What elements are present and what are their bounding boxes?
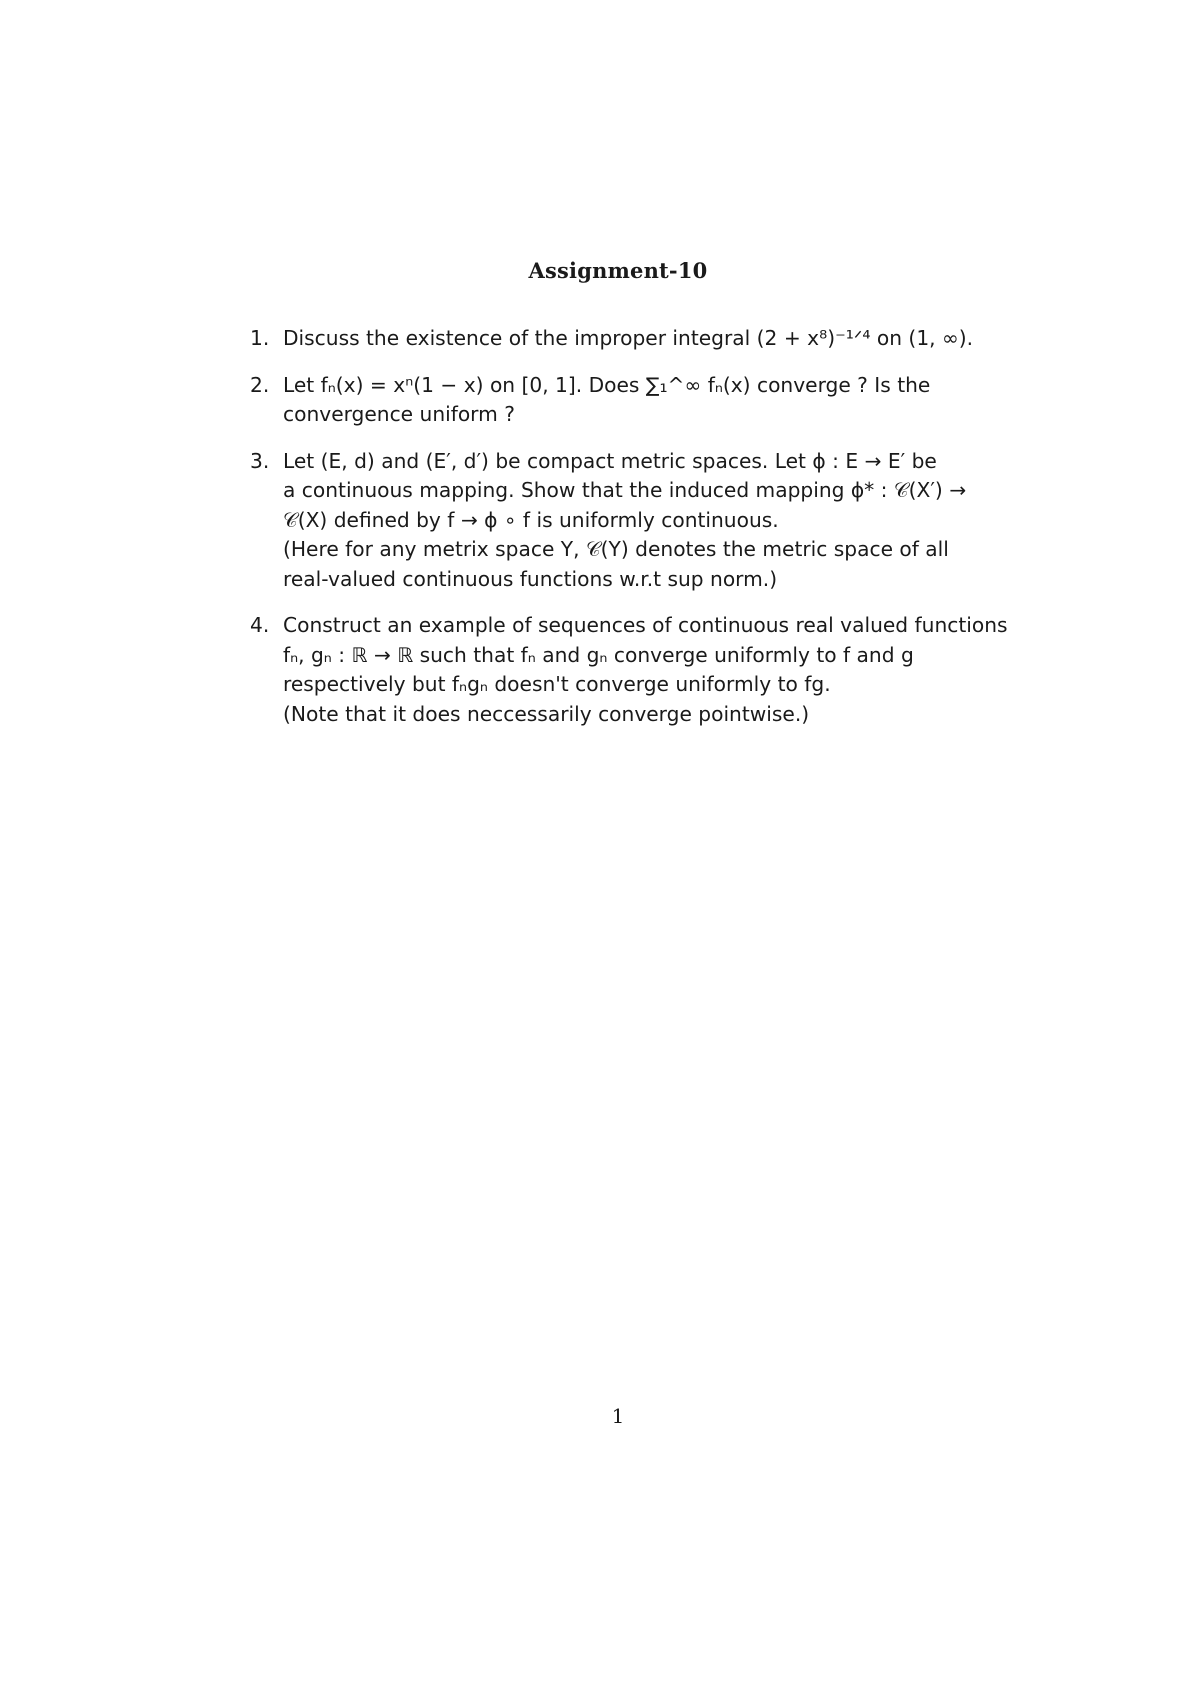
problem-line: convergence uniform ? <box>283 402 515 426</box>
problem-line: (Here for any metrix space Y, 𝒞(Y) denotes the metric space of all <box>283 537 949 561</box>
problem-line: fₙ, gₙ : ℝ → ℝ such that fₙ and gₙ converge uniformly to f and g <box>283 642 914 667</box>
problem-line: Let (E, d) and (E′, d′) be compact metric spaces. Let ϕ : E → E′ be <box>283 448 937 473</box>
problem-number: 3. <box>250 448 270 473</box>
problem-line: Construct an example of sequences of continuous real valued functions <box>283 613 1008 637</box>
problem-line: respectively but fₙgₙ doesn't converge uniformly to fg. <box>283 672 831 696</box>
problem-line: (Note that it does neccessarily converge pointwise.) <box>283 701 810 726</box>
problem-line: 𝒞(X) defined by f → ϕ ∘ f is uniformly continuous. <box>283 507 779 532</box>
problem-number: 1. <box>250 326 270 350</box>
page-title: Assignment-10 <box>528 258 708 283</box>
problem-line: a continuous mapping. Show that the induced mapping ϕ* : 𝒞(X′) → <box>283 478 967 502</box>
problem-2 <box>250 371 1016 430</box>
problem-1 <box>250 324 1016 354</box>
problem-number: 2. <box>250 372 270 397</box>
problem-line: real-valued continuous functions w.r.t sup norm.) <box>283 566 778 591</box>
page-number: 1 <box>611 1404 625 1428</box>
problem-line: Discuss the existence of the improper integral (2 + x⁸)⁻¹ᐟ⁴ on (1, ∞). <box>283 326 974 350</box>
problem-list <box>250 324 1016 729</box>
problem-3 <box>250 447 1016 595</box>
problem-line: Let fₙ(x) = xⁿ(1 − x) on [0, 1]. Does ∑₁^∞ fₙ(x) converge ? Is the <box>283 372 931 397</box>
problem-number: 4. <box>250 613 270 637</box>
problem-4 <box>250 611 1016 729</box>
